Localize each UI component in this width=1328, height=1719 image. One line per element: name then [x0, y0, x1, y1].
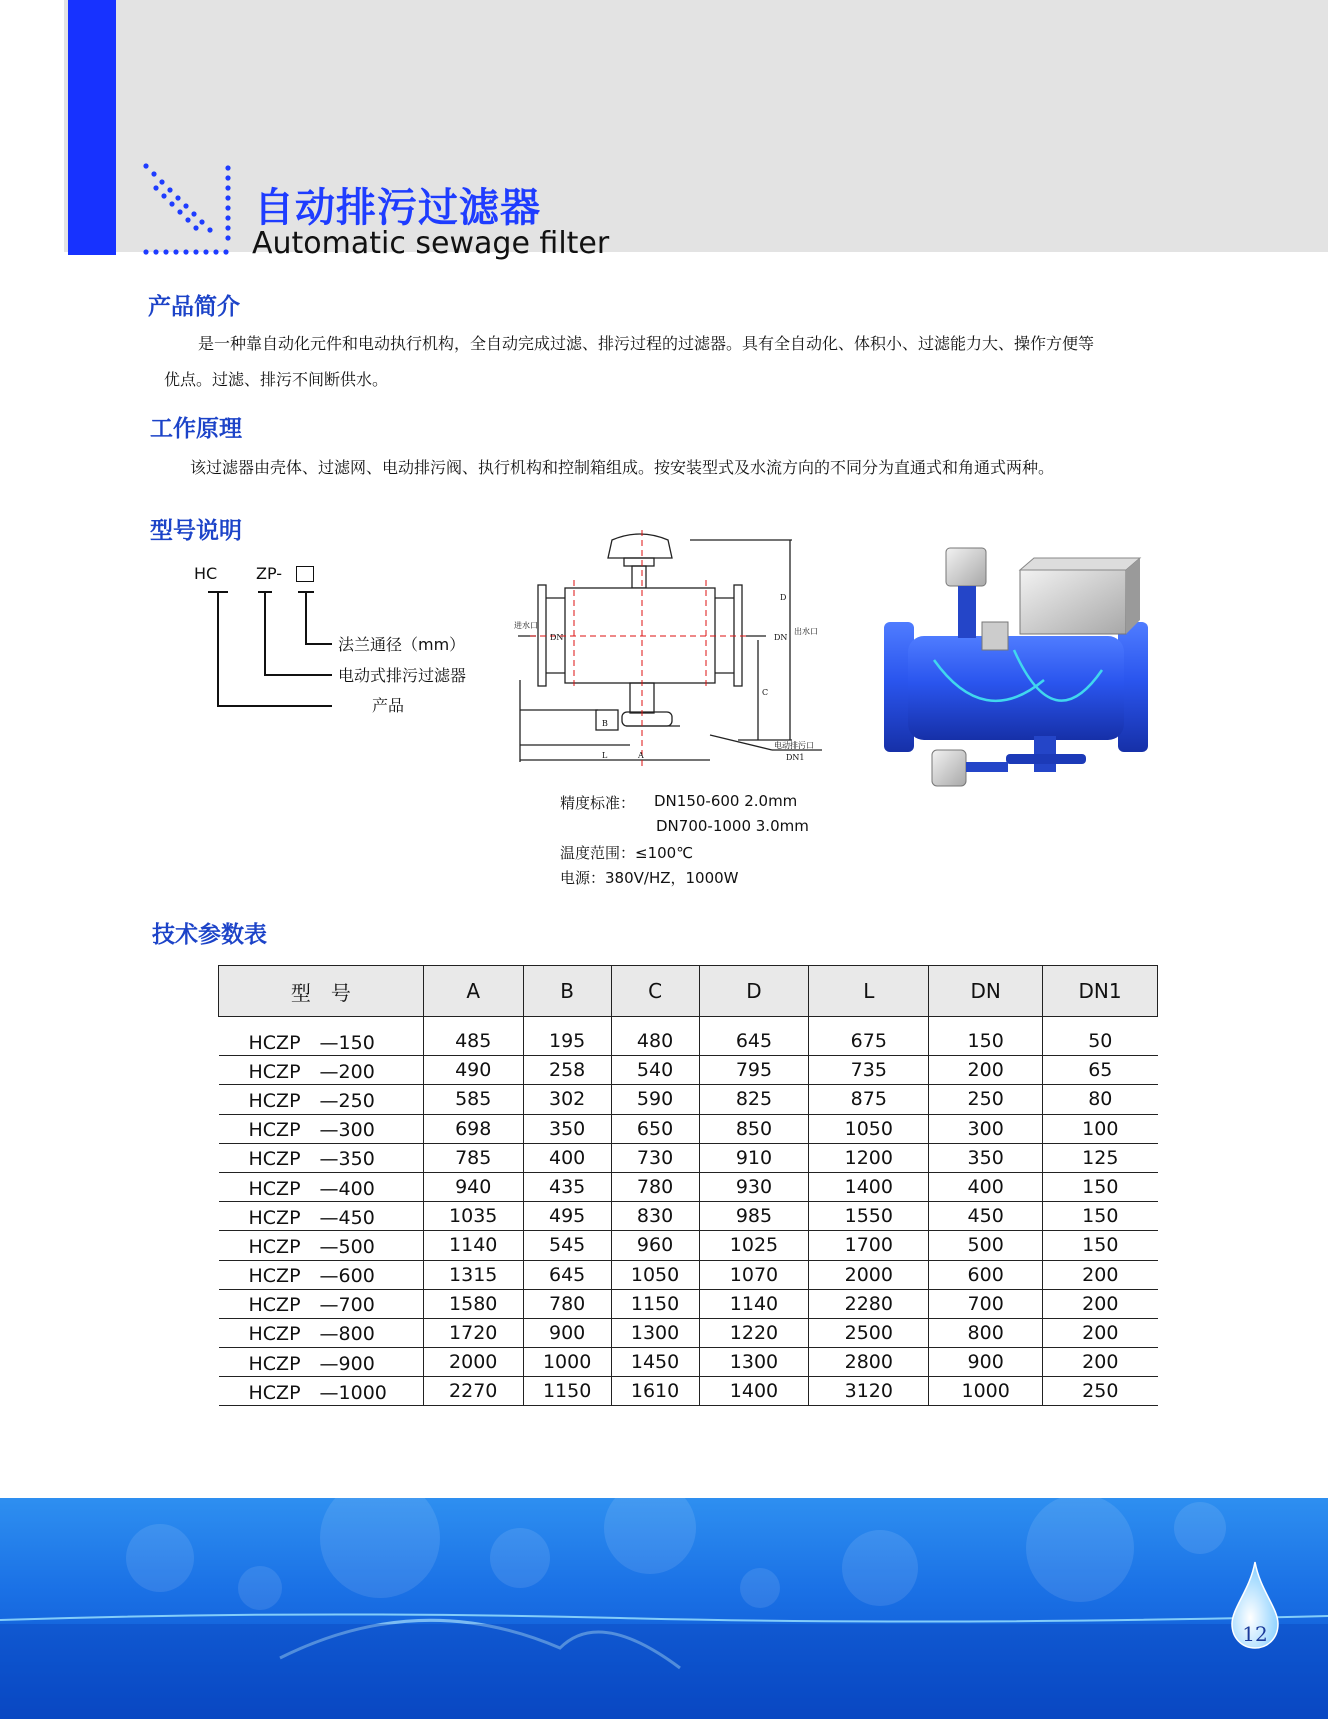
params-header-cell: C [611, 966, 699, 1017]
param-cell: 150 [1043, 1231, 1158, 1260]
model-label-flange: 法兰通径（mm） [338, 635, 466, 654]
param-cell: 585 [423, 1085, 523, 1114]
param-cell: 830 [611, 1202, 699, 1231]
table-row [219, 1056, 1158, 1085]
model-cell: HCZP —200 [219, 1056, 424, 1085]
spec-accuracy-2: DN700-1000 3.0mm [656, 817, 809, 835]
model-cell: HCZP —350 [219, 1143, 424, 1172]
param-cell: 302 [523, 1085, 611, 1114]
param-cell: 1140 [699, 1289, 809, 1318]
table-row [219, 1318, 1158, 1347]
param-cell: 1550 [809, 1202, 929, 1231]
param-cell: 940 [423, 1172, 523, 1201]
params-header-cell: A [423, 966, 523, 1017]
drawing-a-label: A [638, 751, 644, 760]
drawing-c-label: C [762, 688, 769, 697]
model-placeholder-box [296, 566, 314, 582]
param-cell: 1050 [611, 1260, 699, 1289]
drawing-b-label: B [602, 719, 608, 728]
param-cell: 495 [523, 1202, 611, 1231]
param-cell: 1315 [423, 1260, 523, 1289]
param-cell: 825 [699, 1085, 809, 1114]
params-table-wrap [218, 965, 1158, 1406]
param-cell: 450 [929, 1202, 1043, 1231]
model-heading: 型号说明 [150, 518, 242, 544]
param-cell: 540 [611, 1056, 699, 1085]
param-cell: 850 [699, 1114, 809, 1143]
param-cell: 1000 [523, 1348, 611, 1377]
param-cell: 1070 [699, 1260, 809, 1289]
param-cell: 2280 [809, 1289, 929, 1318]
model-cell: HCZP —800 [219, 1318, 424, 1347]
param-cell: 2000 [423, 1348, 523, 1377]
model-bracket-lines [206, 586, 346, 716]
param-cell: 600 [929, 1260, 1043, 1289]
param-cell: 875 [809, 1085, 929, 1114]
param-cell: 675 [809, 1017, 929, 1056]
table-row [219, 1172, 1158, 1201]
model-cell: HCZP —700 [219, 1289, 424, 1318]
spec-temperature: 温度范围：≤100℃ [560, 844, 694, 862]
param-cell: 2800 [809, 1348, 929, 1377]
param-cell: 960 [611, 1231, 699, 1260]
model-cell: HCZP —900 [219, 1348, 424, 1377]
param-cell: 1300 [699, 1348, 809, 1377]
principle-text: 该过滤器由壳体、过滤网、电动排污阀、执行机构和控制箱组成。按安装型式及水流方向的不同分为直通式和角通式两种。 [190, 458, 1055, 477]
param-cell: 1400 [809, 1172, 929, 1201]
filter-dimension-drawing [510, 530, 840, 780]
param-cell: 80 [1043, 1085, 1158, 1114]
model-cell: HCZP —600 [219, 1260, 424, 1289]
param-cell: 1150 [611, 1289, 699, 1318]
param-cell: 1610 [611, 1377, 699, 1406]
param-cell: 258 [523, 1056, 611, 1085]
table-row [219, 1289, 1158, 1318]
param-cell: 1025 [699, 1231, 809, 1260]
param-cell: 1300 [611, 1318, 699, 1347]
drawing-dn-right-label: DN [774, 633, 788, 642]
param-cell: 200 [1043, 1318, 1158, 1347]
params-header-cell: D [699, 966, 809, 1017]
page-number: 12 [1242, 1622, 1268, 1646]
model-cell: HCZP —450 [219, 1202, 424, 1231]
model-code-hc: HC [194, 564, 218, 583]
param-cell: 2270 [423, 1377, 523, 1406]
params-header-cell: L [809, 966, 929, 1017]
principle-heading: 工作原理 [150, 416, 242, 442]
params-header-cell: 型 号 [219, 966, 424, 1017]
param-cell: 1050 [809, 1114, 929, 1143]
param-cell: 195 [523, 1017, 611, 1056]
param-cell: 200 [1043, 1260, 1158, 1289]
param-cell: 300 [929, 1114, 1043, 1143]
model-cell: HCZP —150 [219, 1017, 424, 1056]
param-cell: 1000 [929, 1377, 1043, 1406]
page-title-cn: 自动排污过滤器 [254, 185, 541, 231]
param-cell: 800 [929, 1318, 1043, 1347]
params-heading: 技术参数表 [152, 922, 267, 948]
param-cell: 590 [611, 1085, 699, 1114]
param-cell: 100 [1043, 1114, 1158, 1143]
param-cell: 930 [699, 1172, 809, 1201]
intro-heading: 产品简介 [148, 294, 240, 320]
model-label-type: 电动式排污过滤器 [338, 666, 467, 685]
param-cell: 645 [699, 1017, 809, 1056]
param-cell: 900 [929, 1348, 1043, 1377]
param-cell: 1720 [423, 1318, 523, 1347]
header-accent-bar [68, 0, 116, 255]
param-cell: 900 [523, 1318, 611, 1347]
param-cell: 910 [699, 1143, 809, 1172]
drawing-dn-label: DN [550, 633, 564, 642]
model-cell: HCZP —1000 [219, 1377, 424, 1406]
drawing-d-label: D [780, 593, 787, 602]
param-cell: 700 [929, 1289, 1043, 1318]
water-splash-decoration [0, 1498, 1328, 1719]
dotted-arrow-icon [138, 160, 238, 260]
table-row [219, 1114, 1158, 1143]
param-cell: 500 [929, 1231, 1043, 1260]
drawing-l-label: L [602, 751, 608, 760]
model-cell: HCZP —300 [219, 1114, 424, 1143]
param-cell: 350 [929, 1143, 1043, 1172]
param-cell: 650 [611, 1114, 699, 1143]
filter-product-photo [874, 540, 1164, 798]
params-header-cell: DN [929, 966, 1043, 1017]
param-cell: 2000 [809, 1260, 929, 1289]
param-cell: 545 [523, 1231, 611, 1260]
param-cell: 400 [929, 1172, 1043, 1201]
table-row [219, 1085, 1158, 1114]
table-row [219, 1377, 1158, 1406]
model-code-zp: ZP- [256, 564, 283, 583]
param-cell: 1700 [809, 1231, 929, 1260]
param-cell: 200 [1043, 1289, 1158, 1318]
params-header-cell: DN1 [1043, 966, 1158, 1017]
param-cell: 1150 [523, 1377, 611, 1406]
param-cell: 2500 [809, 1318, 929, 1347]
param-cell: 200 [929, 1056, 1043, 1085]
param-cell: 400 [523, 1143, 611, 1172]
param-cell: 985 [699, 1202, 809, 1231]
intro-line-2: 优点。过滤、排污不间断供水。 [164, 370, 389, 389]
param-cell: 730 [611, 1143, 699, 1172]
spec-accuracy-1: DN150-600 2.0mm [654, 792, 798, 810]
table-row [219, 1260, 1158, 1289]
table-row [219, 1202, 1158, 1231]
param-cell: 435 [523, 1172, 611, 1201]
param-cell: 795 [699, 1056, 809, 1085]
param-cell: 1450 [611, 1348, 699, 1377]
spec-power: 电源：380V/HZ，1000W [560, 869, 739, 887]
param-cell: 490 [423, 1056, 523, 1085]
param-cell: 350 [523, 1114, 611, 1143]
param-cell: 698 [423, 1114, 523, 1143]
param-cell: 1140 [423, 1231, 523, 1260]
param-cell: 1035 [423, 1202, 523, 1231]
param-cell: 780 [523, 1289, 611, 1318]
params-header-cell: B [523, 966, 611, 1017]
model-cell: HCZP —500 [219, 1231, 424, 1260]
param-cell: 200 [1043, 1348, 1158, 1377]
param-cell: 65 [1043, 1056, 1158, 1085]
param-cell: 480 [611, 1017, 699, 1056]
spec-accuracy-label: 精度标准： [560, 794, 636, 812]
param-cell: 150 [929, 1017, 1043, 1056]
param-cell: 1200 [809, 1143, 929, 1172]
param-cell: 1580 [423, 1289, 523, 1318]
drawing-outlet-label: 出水口 [794, 627, 818, 636]
param-cell: 150 [1043, 1172, 1158, 1201]
param-cell: 735 [809, 1056, 929, 1085]
param-cell: 1400 [699, 1377, 809, 1406]
drawing-dn1-label: DN1 [786, 753, 805, 762]
intro-line-1: 是一种靠自动化元件和电动执行机构，全自动完成过滤、排污过程的过滤器。具有全自动化、体积小、过滤能力大、操作方便等 [198, 334, 1095, 353]
param-cell: 3120 [809, 1377, 929, 1406]
model-cell: HCZP —250 [219, 1085, 424, 1114]
param-cell: 485 [423, 1017, 523, 1056]
param-cell: 250 [1043, 1377, 1158, 1406]
footer-water-band [0, 1498, 1328, 1719]
model-label-product: 产品 [372, 696, 405, 715]
table-row [219, 1231, 1158, 1260]
param-cell: 645 [523, 1260, 611, 1289]
drawing-inlet-label: 进水口 [514, 621, 538, 630]
param-cell: 780 [611, 1172, 699, 1201]
param-cell: 125 [1043, 1143, 1158, 1172]
param-cell: 150 [1043, 1202, 1158, 1231]
param-cell: 785 [423, 1143, 523, 1172]
table-row [219, 1348, 1158, 1377]
table-row [219, 1143, 1158, 1172]
page-title-en: Automatic sewage filter [252, 226, 610, 261]
param-cell: 1220 [699, 1318, 809, 1347]
drawing-drain-label: 电动排污口 [774, 741, 814, 750]
param-cell: 50 [1043, 1017, 1158, 1056]
model-cell: HCZP —400 [219, 1172, 424, 1201]
params-table [218, 965, 1158, 1406]
param-cell: 250 [929, 1085, 1043, 1114]
table-row [219, 1017, 1158, 1056]
